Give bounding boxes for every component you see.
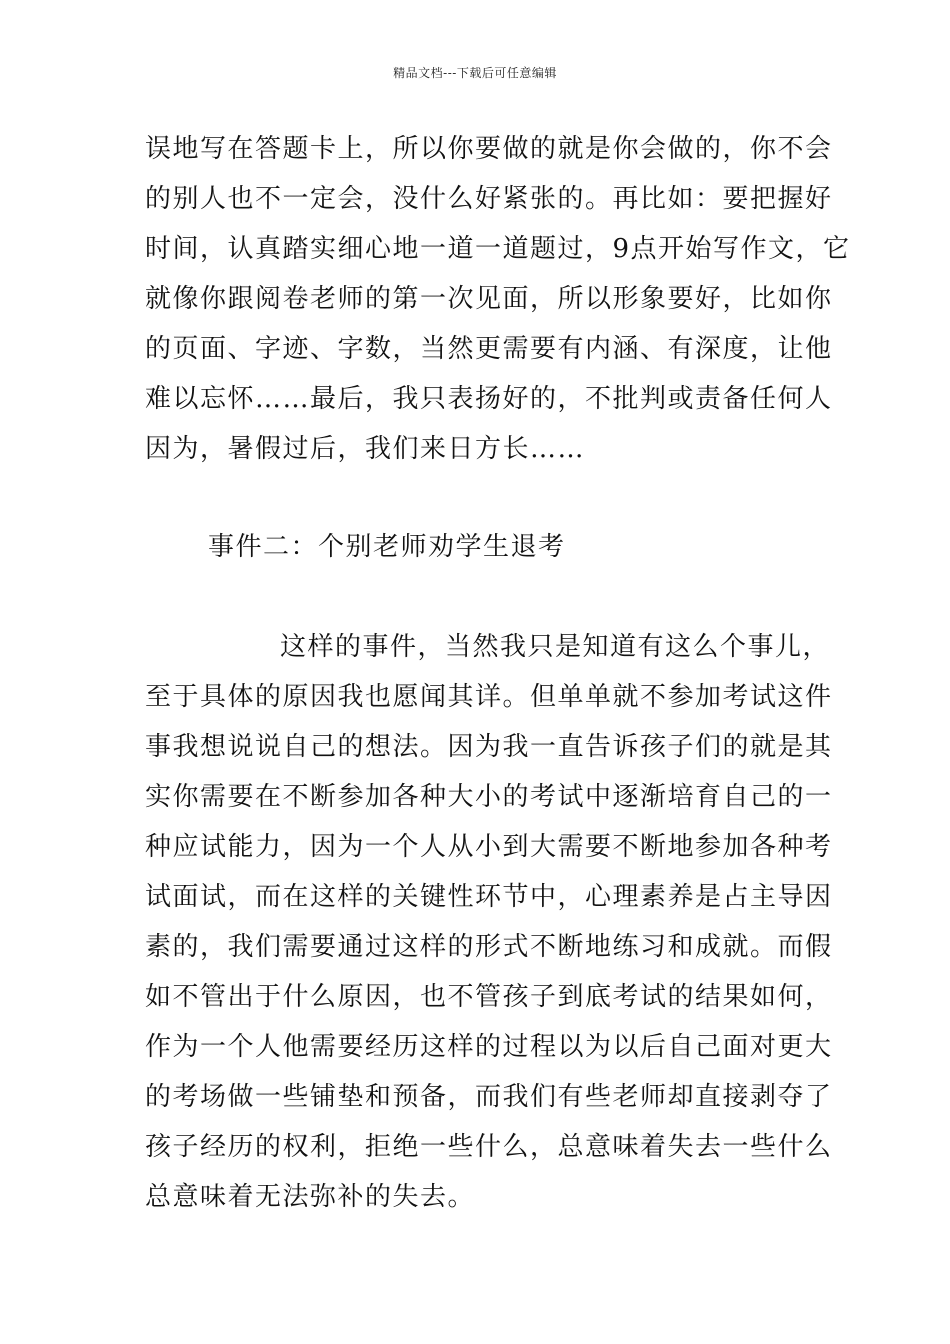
text-line: 试面试，而在这样的关键性环节中，心理素养是占主导因 xyxy=(145,882,833,912)
text-line: 种应试能力，因为一个人从小到大需要不断地参加各种考 xyxy=(145,832,833,862)
page-header: 精品文档---下载后可任意编辑 xyxy=(393,66,557,80)
text-line: 孩子经历的权利，拒绝一些什么，总意味着失去一些什么 xyxy=(145,1132,833,1162)
text-line: 如不管出于什么原因，也不管孩子到底考试的结果如何， xyxy=(145,982,833,1012)
text-line: 作为一个人他需要经历这样的过程以为以后自己面对更大 xyxy=(145,1032,833,1062)
text-line: 的考场做一些铺垫和预备，而我们有些老师却直接剥夺了 xyxy=(145,1082,833,1112)
text-line: 就像你跟阅卷老师的第一次见面，所以形象要好，比如你 xyxy=(145,284,833,314)
text-line: 事我想说说自己的想法。因为我一直告诉孩子们的就是其 xyxy=(145,732,833,762)
text-line: 的页面、字迹、字数，当然更需要有内涵、有深度，让他 xyxy=(145,334,833,364)
text-line: 至于具体的原因我也愿闻其详。但单单就不参加考试这件 xyxy=(145,682,833,712)
section-heading: 事件二：个别老师劝学生退考 xyxy=(208,532,566,562)
text-line: 时间，认真踏实细心地一道一道题过，9点开始写作文，它 xyxy=(145,234,851,264)
text-line: 素的，我们需要通过这样的形式不断地练习和成就。而假 xyxy=(145,932,833,962)
text-line: 总意味着无法弥补的失去。 xyxy=(145,1182,476,1212)
text-line: 实你需要在不断参加各种大小的考试中逐渐培育自己的一 xyxy=(145,782,833,812)
text-line: 这样的事件，当然我只是知道有这么个事儿， xyxy=(280,632,831,662)
text-line: 因为，暑假过后，我们来日方长…… xyxy=(145,434,586,464)
text-line: 难以忘怀……最后，我只表扬好的，不批判或责备任何人 xyxy=(145,384,833,414)
text-line: 误地写在答题卡上，所以你要做的就是你会做的，你不会 xyxy=(145,134,833,164)
text-line: 的别人也不一定会，没什么好紧张的。再比如：要把握好 xyxy=(145,184,833,214)
